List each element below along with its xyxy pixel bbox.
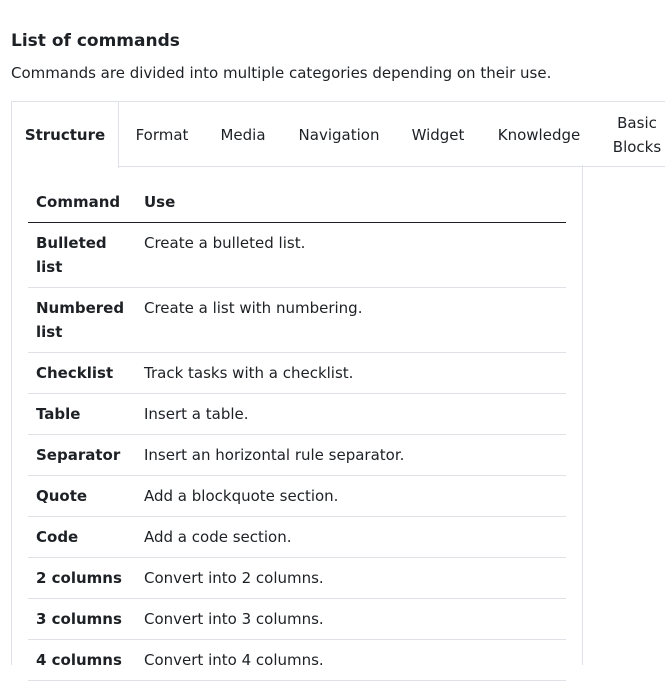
command-cell: Table — [28, 394, 136, 435]
column-header-use: Use — [136, 182, 566, 223]
table-row — [28, 353, 566, 394]
tab-panel-structure — [11, 165, 583, 669]
intro-text: Commands are divided into multiple categories depending on their use. — [11, 64, 552, 82]
command-cell: 3 columns — [28, 599, 136, 640]
table-row — [28, 288, 566, 353]
tab-knowledge[interactable]: Knowledge — [497, 125, 581, 144]
command-cell: Bulleted list — [28, 223, 136, 288]
use-cell: Convert into 3 columns. — [136, 599, 566, 640]
use-cell: Add a blockquote section. — [136, 476, 566, 517]
command-cell: Code — [28, 517, 136, 558]
command-cell: 4 columns — [28, 640, 136, 681]
table-header-row — [28, 182, 566, 223]
command-cell: Quote — [28, 476, 136, 517]
command-tabs — [11, 101, 665, 166]
use-cell: Create a bulleted list. — [136, 223, 566, 288]
table-row — [28, 394, 566, 435]
use-cell: Create a list with numbering. — [136, 288, 566, 353]
commands-table — [28, 182, 566, 681]
page-title: List of commands — [11, 31, 180, 51]
table-row — [28, 599, 566, 640]
use-cell: Convert into 2 columns. — [136, 558, 566, 599]
tab-format[interactable]: Format — [135, 125, 189, 144]
tab-media[interactable]: Media — [220, 125, 266, 144]
tab-structure[interactable]: Structure — [11, 102, 119, 168]
tab-navigation[interactable]: Navigation — [298, 125, 380, 144]
table-row — [28, 476, 566, 517]
column-header-command: Command — [28, 182, 136, 223]
table-row — [28, 435, 566, 476]
table-row — [28, 223, 566, 288]
table-row — [28, 558, 566, 599]
tab-basic-blocks[interactable]: Basic Blocks — [612, 113, 662, 156]
table-row — [28, 640, 566, 681]
use-cell: Track tasks with a checklist. — [136, 353, 566, 394]
command-cell: Numbered list — [28, 288, 136, 353]
command-cell: 2 columns — [28, 558, 136, 599]
tab-widget[interactable]: Widget — [411, 125, 465, 144]
use-cell: Insert an horizontal rule separator. — [136, 435, 566, 476]
command-cell: Separator — [28, 435, 136, 476]
command-cell: Checklist — [28, 353, 136, 394]
use-cell: Insert a table. — [136, 394, 566, 435]
use-cell: Add a code section. — [136, 517, 566, 558]
use-cell: Convert into 4 columns. — [136, 640, 566, 681]
table-row — [28, 517, 566, 558]
